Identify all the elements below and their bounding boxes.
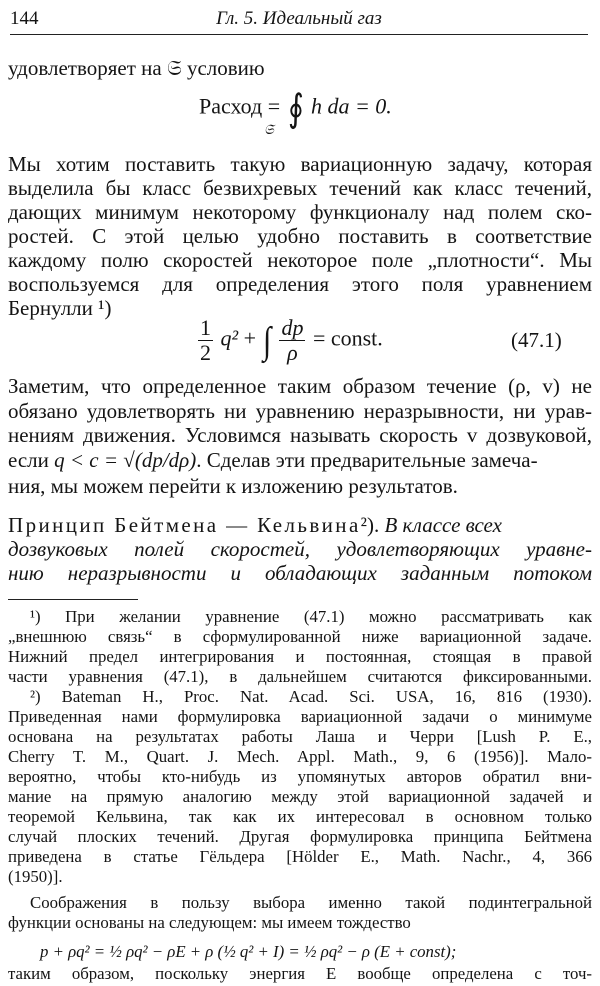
flux-contour: 𝔖 [264, 123, 274, 138]
footnote-line-4: части уравнения (47.1), в дальнейшем считаются фиксированными. [8, 667, 592, 686]
flux-formula: Расход = ∮ h da = 0. [199, 88, 392, 130]
footnote-line-16: функции основаны на следующем: мы имеем тождество [8, 913, 411, 932]
chapter-title: Гл. 5. Идеальный газ [216, 8, 382, 29]
footnote-line-9: вероятно, чтобы кто-нибудь из упомянутых авторов обратил вни- [8, 767, 592, 786]
footnote-line-6: Приведенная нами формулировка вариационной задачи о минимуме [8, 707, 592, 726]
body-line-3: выделила бы класс безвихревых течений как класс течений, [8, 176, 592, 200]
flux-rhs: h da = 0. [310, 93, 392, 119]
footnote-line-10: мание на прямую аналогию между этой вариационной задачей и [8, 787, 592, 806]
footnote-line-13: приведена в статье Гёльдера [Hölder E., Math. Nachr., 4, 366 [8, 847, 592, 866]
body-line-11: нениям движения. Условимся называть скорость v дозвуковой, [8, 423, 592, 447]
principle-line-1: Принцип Бейтмена — Кельвина²). В классе всех [8, 513, 502, 537]
body-line-10: обязано удовлетворять ни уравнению неразрывности, ни урав- [8, 399, 592, 423]
dp-over-rho-fraction: $\frac{dp}{\rho}$ [281, 315, 304, 365]
footnote-line-18: таким образом, поскольку энергия E вообще определена с точ- [8, 964, 592, 983]
footnote-identity-formula: p + ρq² = ½ ρq² − ρE + ρ (½ q² + I) = ½ ρq² − ρ (E + const); [40, 942, 457, 961]
body-line-4: дающих минимум некоторому функционалу над полем ско- [8, 200, 592, 224]
body-line-6: каждому полю скоростей некоторое поле „плотности“. Мы [8, 248, 592, 272]
flux-lhs: Расход [199, 93, 263, 119]
footnote-line-1: ¹) При желании уравнение (47.1) можно рассматривать как [30, 607, 592, 626]
body-line-8: Бернулли ¹) [8, 296, 112, 320]
footnote-line-5: ²) Bateman H., Proc. Nat. Acad. Sci. USA, 16, 816 (1930). [30, 687, 592, 706]
bernoulli-formula: $\frac{1}{2}$ q² + ∫ $\frac{dp}{\rho}$ = const. [200, 315, 383, 365]
footnote-line-14: (1950)]. [8, 867, 63, 886]
principle-line-3: нию неразрывности и обладающих заданным потоком [8, 561, 592, 585]
footnote-line-11: теоремой Кельвина, так как их интересовал в основном только [8, 807, 592, 826]
footnote-line-15: Соображения в пользу выбора именно такой подинтегральной [30, 893, 592, 912]
footnote-line-3: Нижний предел интегрирования и постоянная, стоящая в правой [8, 647, 592, 666]
body-line-2: Мы хотим поставить такую вариационную задачу, которая [8, 152, 592, 176]
running-head [10, 8, 588, 35]
footnote-line-12: случай плоских течений. Другая формулировка принципа Бейтмена [8, 827, 592, 846]
body-line-9: Заметим, что определенное таким образом течение (ρ, v) не [8, 374, 592, 398]
one-half-fraction: $\frac{1}{2}$ [200, 315, 211, 365]
footnote-line-7: основана на результатах работы Лаша и Черри [Lush P. E., [8, 727, 592, 746]
body-line-5: ростей. С этой целью удобно поставить в соответствие [8, 224, 592, 248]
body-line-1: удовлетворяет на 𝔖 условию [8, 56, 265, 80]
footnote-line-8: Cherry T. M., Quart. J. Mech. Appl. Math., 9, 6 (1956)]. Мало- [8, 747, 592, 766]
body-line-13: ния, мы можем перейти к изложению результатов. [8, 474, 458, 498]
principle-heading: Принцип Бейтмена — Кельвина [8, 513, 361, 537]
equation-number: (47.1) [511, 328, 562, 352]
footnote-rule [8, 599, 138, 600]
page-number: 144 [10, 8, 39, 29]
body-line-7: воспользуемся для определения этого поля уравнением [8, 272, 592, 296]
subsonic-condition: q < c = √(dp/dρ) [54, 448, 197, 472]
body-line-12: если q < c = √(dp/dρ). Сделав эти предварительные замеча- [8, 448, 538, 472]
footnote-line-2: „внешнюю связь“ в сформулированной ниже вариационной задаче. [8, 627, 592, 646]
principle-line-2: дозвуковых полей скоростей, удовлетворяющих уравне- [8, 537, 592, 561]
